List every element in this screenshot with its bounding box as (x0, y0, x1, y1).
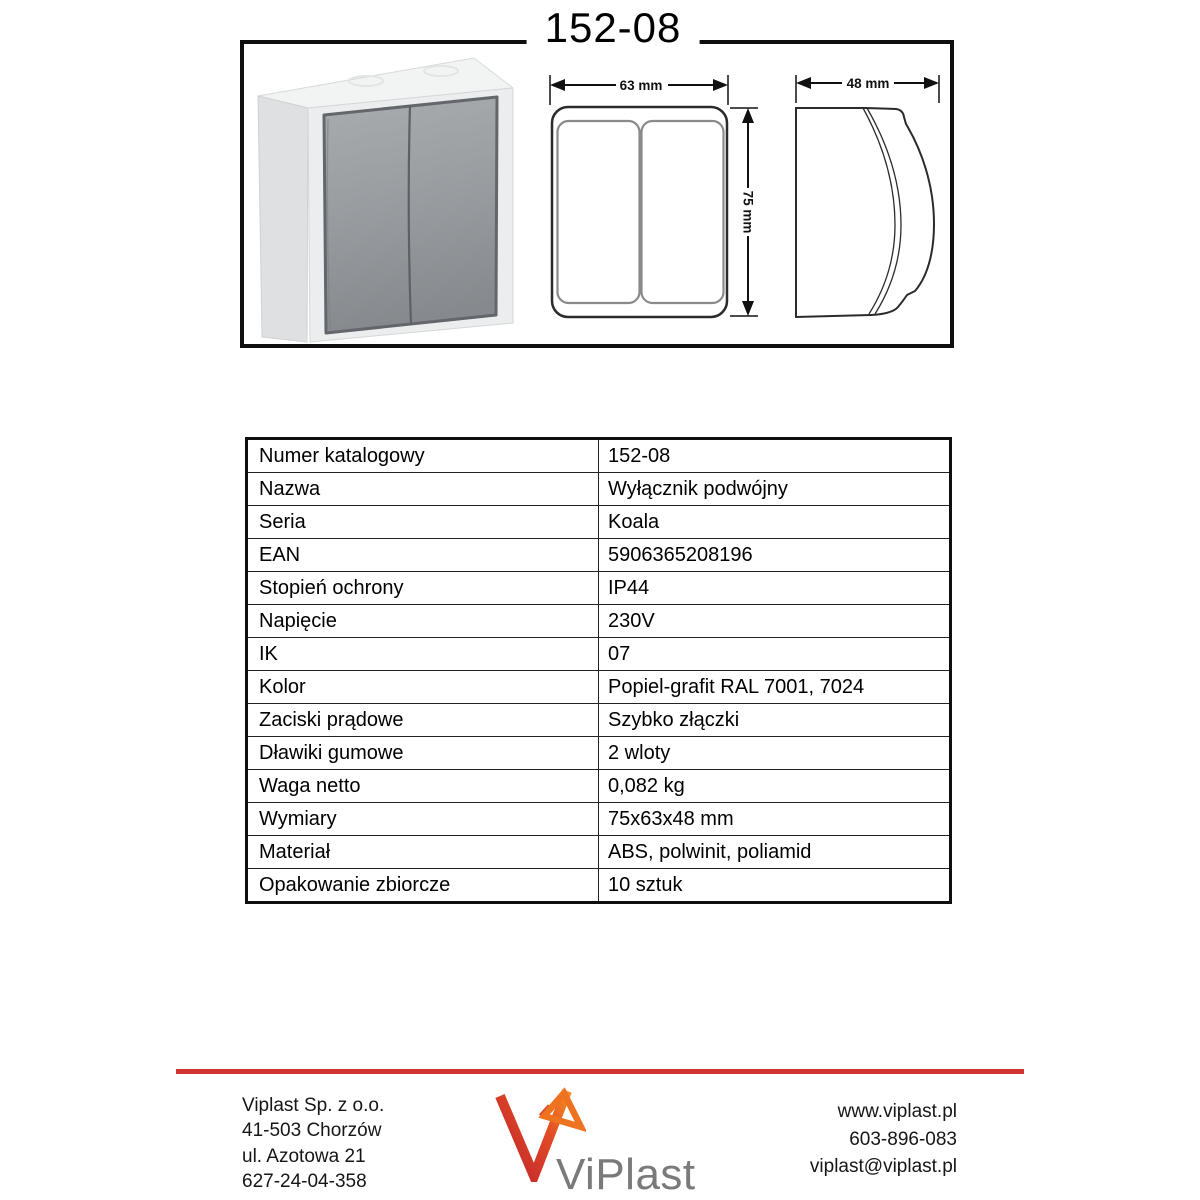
table-row (247, 836, 951, 869)
footer-accent-rule (176, 1069, 1024, 1074)
spec-value: 75x63x48 mm (599, 803, 951, 836)
spec-value: 230V (599, 605, 951, 638)
spec-label: Stopień ochrony (247, 572, 599, 605)
table-row (247, 704, 951, 737)
table-row (247, 869, 951, 903)
company-phone: 627-24-04-358 (242, 1171, 367, 1193)
spec-label: Zaciski prądowe (247, 704, 599, 737)
spec-table (245, 437, 952, 904)
spec-label: IK (247, 638, 599, 671)
spec-label: Napięcie (247, 605, 599, 638)
spec-label: Numer katalogowy (247, 439, 599, 473)
spec-label: Materiał (247, 836, 599, 869)
table-row (247, 572, 951, 605)
spec-label: EAN (247, 539, 599, 572)
table-row (247, 605, 951, 638)
spec-label: Nazwa (247, 473, 599, 506)
website-link[interactable]: www.viplast.pl (837, 1101, 957, 1122)
spec-label: Waga netto (247, 770, 599, 803)
spec-value: 2 wloty (599, 737, 951, 770)
table-row (247, 638, 951, 671)
spec-label: Kolor (247, 671, 599, 704)
spec-value: Wyłącznik podwójny (599, 473, 951, 506)
spec-value: ABS, polwinit, poliamid (599, 836, 951, 869)
viplast-logo-text: ViPlast (556, 1150, 696, 1199)
table-row (247, 737, 951, 770)
width-dimension (550, 75, 728, 105)
company-name: Viplast Sp. z o.o. (242, 1095, 385, 1116)
spec-label: Wymiary (247, 803, 599, 836)
table-row (247, 803, 951, 836)
front-right-rocker (642, 121, 724, 303)
depth-dimension (796, 75, 939, 103)
table-row (247, 671, 951, 704)
side-view-drawing (796, 75, 939, 317)
table-row (247, 473, 951, 506)
front-left-rocker (558, 121, 640, 303)
table-row (247, 539, 951, 572)
table-row (247, 439, 951, 473)
width-dimension-label: 63 mm (619, 78, 663, 93)
page-title: 152-08 (527, 4, 700, 52)
height-dimension (730, 108, 758, 316)
spec-value: 07 (599, 638, 951, 671)
table-row (247, 770, 951, 803)
contact-phone: 603-896-083 (849, 1128, 957, 1150)
front-view-drawing (550, 75, 758, 317)
company-address-block (242, 1093, 384, 1195)
spec-value: Szybko złączki (599, 704, 951, 737)
product-image-box (240, 40, 954, 348)
spec-label: Opakowanie zbiorcze (247, 869, 599, 903)
spec-value: 10 sztuk (599, 869, 951, 903)
spec-label: Seria (247, 506, 599, 539)
spec-label: Dławiki gumowe (247, 737, 599, 770)
spec-value: Popiel-grafit RAL 7001, 7024 (599, 671, 951, 704)
height-dimension-label: 75 mm (740, 190, 756, 234)
email-link[interactable]: viplast@viplast.pl (809, 1156, 957, 1177)
spec-value: 152-08 (599, 439, 951, 473)
spec-value: 5906365208196 (599, 539, 951, 572)
spec-value: IP44 (599, 572, 951, 605)
spec-value: 0,082 kg (599, 770, 951, 803)
spec-value: Koala (599, 506, 951, 539)
product-drawings (244, 44, 950, 344)
contact-block (737, 1098, 957, 1181)
depth-dimension-label: 48 mm (846, 76, 890, 91)
product-photo (258, 58, 513, 342)
company-city: 41-503 Chorzów (242, 1120, 382, 1142)
table-row (247, 506, 951, 539)
company-street: ul. Azotowa 21 (242, 1145, 366, 1167)
